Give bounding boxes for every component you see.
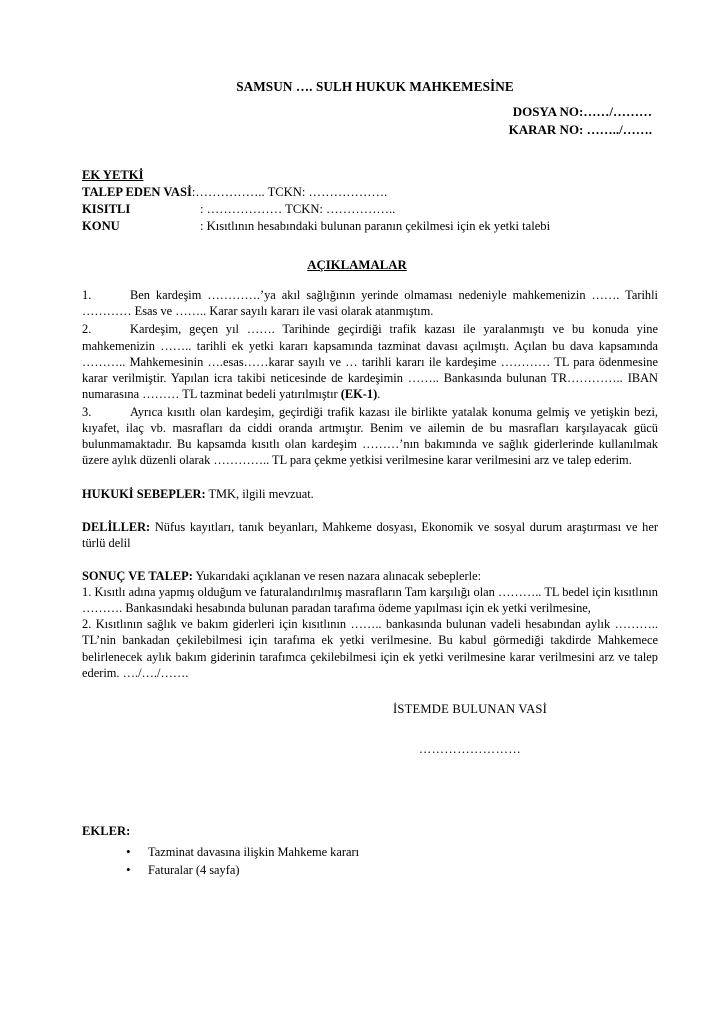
list-item	[126, 861, 658, 879]
subject-row	[82, 218, 658, 235]
explanation-item-1-text: Ben kardeşim ………….’ya akıl sağlığının yerinde olmaması nedeniyle mahkemenizin ……. Tarihli ………… Esas ve …….. Karar sayılı kararı ile vasi olarak atanmıştım.	[82, 288, 658, 319]
explanation-item-2	[82, 321, 658, 402]
legal-grounds-label: HUKUKİ SEBEPLER:	[82, 486, 206, 501]
conclusion-item-2: 2. Kısıtlının sağlık ve bakım giderleri için kısıtlının …….. bankasında bulunan vadeli hesabından aylık ……….. TL’nin bankadan çekilebilmesi için tarafıma ek yetki verilmesine. Bu kabul görmediği takdirde Mahkemece belirlenecek aylık bakım giderinin tarafımca çekilebilmesi için ek yetki verilmesine karar verilmesini arz ve talep ederim. …./…./…….	[82, 617, 658, 680]
conclusion-block	[82, 568, 658, 681]
parties-heading: EK YETKİ	[82, 168, 144, 183]
signatory-title: İSTEMDE BULUNAN VASİ	[393, 701, 547, 716]
restricted-person-row	[82, 201, 658, 218]
file-number: DOSYA NO:……/………	[512, 104, 652, 120]
decision-number: KARAR NO: ……../…….	[508, 122, 652, 138]
applicant-label: TALEP EDEN VASİ	[82, 184, 192, 199]
list-item	[126, 843, 658, 861]
explanation-item-2-number: 2.	[82, 322, 92, 337]
bullet-icon: •	[126, 861, 131, 877]
bullet-icon: •	[126, 843, 131, 859]
subject-label: KONU	[82, 218, 120, 233]
conclusion-intro: Yukarıdaki açıklanan ve resen nazara alınacak sebeplerle:	[192, 568, 482, 583]
conclusion-item-1: 1. Kısıtlı adına yapmış olduğum ve faturalandırılmış masrafların Tam karşılığı olan ……….. TL bedel için kısıtlının ………. Bankasındaki hesabında bulunan paradan tarafıma ödeme yapılması için ek yetki verilmesine,	[82, 585, 658, 616]
legal-grounds-line	[82, 486, 658, 502]
evidence-line	[82, 519, 658, 551]
conclusion-label: SONUÇ VE TALEP:	[82, 568, 193, 583]
document-body	[82, 78, 658, 879]
court-title: SAMSUN …. SULH HUKUK MAHKEMESİNE	[236, 79, 514, 94]
parties-block	[82, 167, 658, 235]
explanation-item-3-number: 3.	[82, 405, 92, 420]
evidence-label: DELİLLER:	[82, 519, 151, 534]
attachments-block	[82, 823, 658, 879]
evidence-value: Nüfus kayıtları, tanık beyanları, Mahkeme dosyası, Ekonomik ve sosyal durum araştırması ve her türlü delil	[82, 519, 658, 550]
attachments-list	[82, 843, 658, 880]
signature-block	[82, 701, 658, 757]
legal-grounds-value: TMK, ilgili mevzuat.	[205, 486, 314, 501]
applicant-row	[82, 184, 658, 201]
applicant-value: :…………….. TCKN: ……………….	[191, 184, 388, 199]
explanation-item-3-text: Ayrıca kısıtlı olan kardeşim, geçirdiği trafik kazası ile birlikte yatalak konuma gelmiş ve yetişkin bezi, kıyafet, ilaç vb. masrafları da ciddi oranda artmıştır. Benim ve ailemin de bu masrafları karşılayacak gücü bulunmamaktadır. Bu kapsamda kısıtlı olan kardeşim ………’nın bakımında ve sağlık giderlerinde kullanılmak üzere aylık düzenli olarak ………….. TL para çekme yetkisi verilmesine karar verilmesini arz ve talep ederim.	[82, 405, 658, 468]
attachment-item-text: Faturalar (4 sayfa)	[148, 862, 240, 877]
subject-value: : Kısıtlının hesabındaki bulunan paranın çekilmesi için ek yetki talebi	[200, 218, 551, 233]
explanation-item-3	[82, 404, 658, 469]
restricted-person-value: : ……………… TCKN: ……………..	[200, 201, 396, 216]
explanation-item-2-annex-reference: (EK-1)	[340, 386, 378, 401]
attachments-heading: EKLER:	[82, 824, 131, 839]
explanation-item-1-number: 1.	[82, 288, 92, 303]
signature-line: ……………………	[418, 742, 522, 757]
explanation-item-2-text: Kardeşim, geçen yıl ……. Tarihinde geçirdiği trafik kazası ile yaralanmıştı ve bu konuda yine mahkemenizin …….. tarihli ek yetki kararı kapsamında tazminat davası açılmıştı. Açılan bu dava kapsamında ……….. Mahkemesinin ….esas……karar sayılı ve … tarihli kararı ile kardeşime ………… TL para ödenmesine karar verilmiştir. Yapılan icra takibi neticesinde de kardeşimin …….. Bankasında bulunan TR………….. IBAN numarasına ……… TL tazminat bedeli yatırılmıştır	[82, 322, 658, 401]
evidence-block	[82, 519, 658, 551]
parties-heading-row	[82, 167, 658, 184]
conclusion-intro-line	[82, 568, 658, 584]
restricted-person-label: KISITLI	[82, 201, 131, 216]
legal-grounds-block	[82, 486, 658, 502]
explanation-item-1	[82, 287, 658, 319]
attachment-item-text: Tazminat davasına ilişkin Mahkeme kararı	[148, 844, 360, 859]
explanation-item-2-text-end: .	[377, 386, 381, 401]
explanations-heading: AÇIKLAMALAR	[307, 257, 407, 272]
case-number-block	[82, 103, 658, 139]
